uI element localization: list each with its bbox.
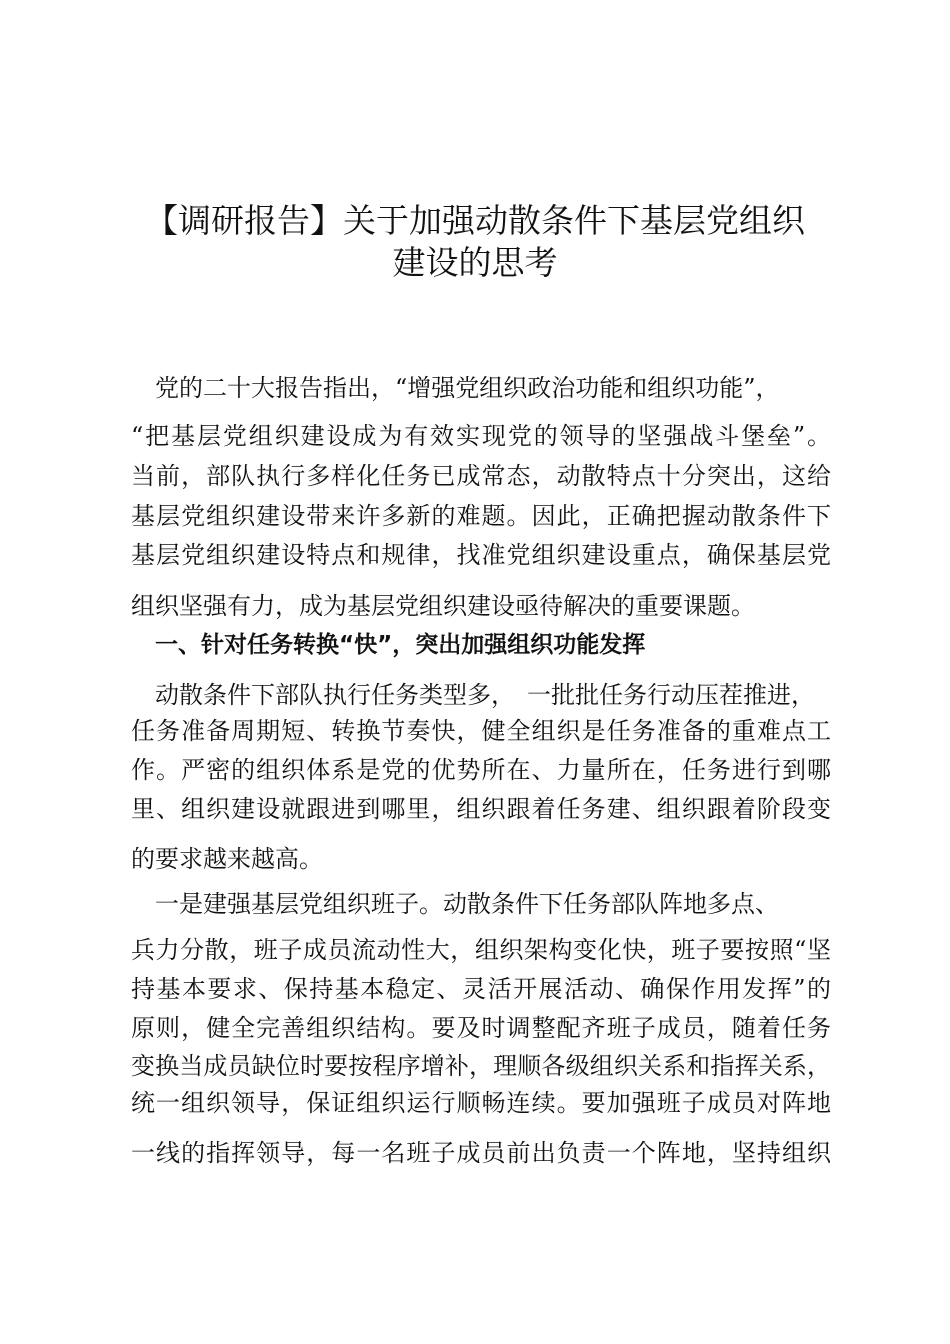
document-title-line-2: 建设的思考 [392,243,558,282]
paragraph-1-line-4: 基层党组织建设带来许多新的难题。因此，正确把握动散条件下 [131,502,831,530]
document-title-line-1: 【调研报告】关于加强动散条件下基层党组织 [145,201,805,240]
paragraph-1-line-1: 党的二十大报告指出，“增强党组织政治功能和组织功能”， [155,374,780,402]
paragraph-2-line-3: 作。严密的组织体系是党的优势所在、力量所在，任务进行到哪 [131,756,831,784]
paragraph-1-line-2: “把基层党组织建设成为有效实现党的领导的坚强战斗堡垒”。 [131,422,831,450]
paragraph-2-line-2: 任务准备周期短、转换节奏快，健全组织是任务准备的重难点工 [131,717,831,745]
paragraph-3-line-3: 持基本要求、保持基本稳定、灵活开展活动、确保作用发挥”的 [131,975,831,1003]
paragraph-3-line-1: 一是建强基层党组织班子。动散条件下任务部队阵地多点、 [155,890,779,918]
paragraph-2-line-4: 里、组织建设就跟进到哪里，组织跟着任务建、组织跟着阶段变 [131,795,831,823]
paragraph-3-line-4: 原则，健全完善组织结构。要及时调整配齐班子成员，随着任务 [131,1014,831,1042]
paragraph-3-line-2: 兵力分散，班子成员流动性大，组织架构变化快，班子要按照“坚 [131,936,831,964]
paragraph-2-line-1: 动散条件下部队执行任务类型多， 一批批任务行动压茬推进， [155,681,815,709]
paragraph-3-line-7: 一线的指挥领导，每一名班子成员前出负责一个阵地，坚持组织 [131,1139,831,1167]
paragraph-1-line-5: 基层党组织建设特点和规律，找准党组织建设重点，确保基层党 [131,541,831,569]
section-heading-1: 一、针对任务转换“快”，突出加强组织功能发挥 [155,632,646,658]
paragraph-3-line-6: 统一组织领导，保证组织运行顺畅连续。要加强班子成员对阵地 [131,1089,831,1117]
paragraph-1-line-3: 当前，部队执行多样化任务已成常态，动散特点十分突出，这给 [131,462,831,490]
paragraph-2-line-5: 的要求越来越高。 [131,845,323,873]
paragraph-1-line-6: 组织坚强有力，成为基层党组织建设亟待解决的重要课题。 [131,592,755,620]
paragraph-3-line-5: 变换当成员缺位时要按程序增补，理顺各级组织关系和指挥关系， [131,1052,831,1080]
